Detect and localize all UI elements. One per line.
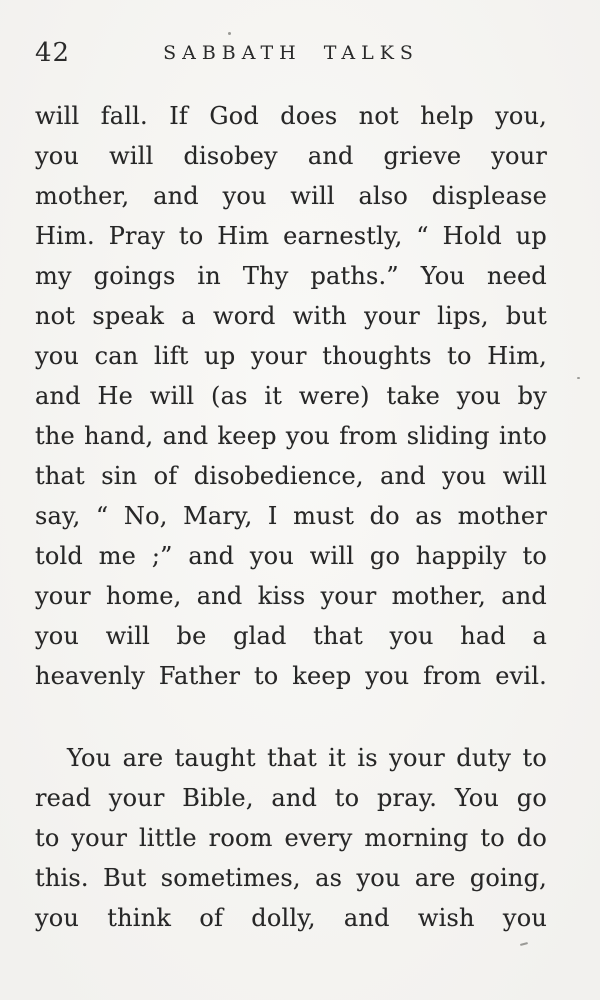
text-line: you will be glad that you had a — [35, 622, 547, 650]
text-line: you can lift up your thoughts to Him, — [35, 342, 547, 370]
text-line: and He will (as it were) take you by — [35, 382, 547, 410]
scan-speck — [520, 942, 528, 946]
text-line: will fall. If God does not help you, — [35, 102, 547, 130]
paragraphs-container — [35, 96, 547, 938]
text-line: your home, and kiss your mother, and — [35, 582, 547, 610]
text-line: mother, and you will also displease — [35, 182, 547, 210]
text-line: the hand, and keep you from sliding into — [35, 422, 547, 450]
text-line: this. But sometimes, as you are going, — [35, 864, 547, 892]
text-line: told me ;” and you will go happily to — [35, 542, 547, 570]
text-line: You are taught that it is your duty to — [67, 744, 547, 772]
page-body — [35, 96, 547, 938]
paragraph — [35, 738, 547, 938]
text-line: say, “ No, Mary, I must do as mother — [35, 502, 547, 530]
running-title: SABBATH TALKS — [163, 42, 419, 64]
page-header — [35, 38, 547, 68]
text-line: read your Bible, and to pray. You go — [35, 784, 547, 812]
text-line: my goings in Thy paths.” You need — [35, 262, 547, 290]
text-line: you think of dolly, and wish you — [35, 904, 547, 932]
text-line: to your little room every morning to do — [35, 824, 547, 852]
text-line: that sin of disobedience, and you will — [35, 462, 547, 490]
scan-speck — [228, 32, 231, 35]
text-line: not speak a word with your lips, but — [35, 302, 547, 330]
scan-speck — [577, 377, 580, 379]
page-number: 42 — [35, 38, 71, 68]
text-line: Him. Pray to Him earnestly, “ Hold up — [35, 222, 547, 250]
text-line: you will disobey and grieve your — [35, 142, 547, 170]
paragraph — [35, 96, 547, 696]
text-line: heavenly Father to keep you from evil. — [35, 662, 547, 690]
